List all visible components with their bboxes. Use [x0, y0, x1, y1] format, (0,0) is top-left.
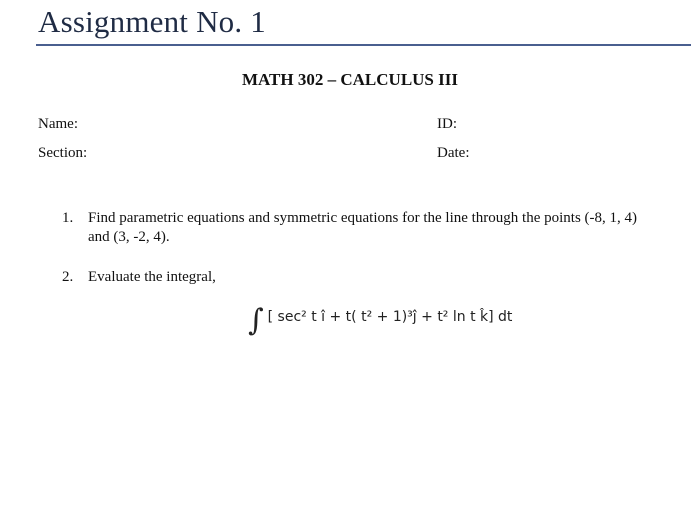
question-text: Evaluate the integral, [88, 269, 216, 285]
question-number: 2. [62, 269, 74, 285]
section-label: Section: [38, 145, 88, 161]
integral-formula [248, 303, 513, 338]
question-2 [62, 268, 662, 288]
name-label: Name: [38, 116, 78, 132]
date-label: Date: [437, 145, 470, 161]
integral-sign: ∫ [248, 303, 264, 338]
id-label: ID: [437, 116, 457, 132]
course-title: MATH 302 – CALCULUS III [242, 70, 458, 89]
title-underline [36, 44, 691, 46]
question-1 [62, 209, 662, 249]
question-number: 1. [62, 210, 74, 226]
question-text: Find parametric equations and symmetric equations for the line through the points (-8, 1, 4) and (3, -2, 4). [88, 210, 638, 245]
integrand-expression: [ sec² t î + t( t² + 1)³ĵ + t² ln t k̂] dt [267, 309, 513, 325]
assignment-title: Assignment No. 1 [38, 4, 266, 39]
